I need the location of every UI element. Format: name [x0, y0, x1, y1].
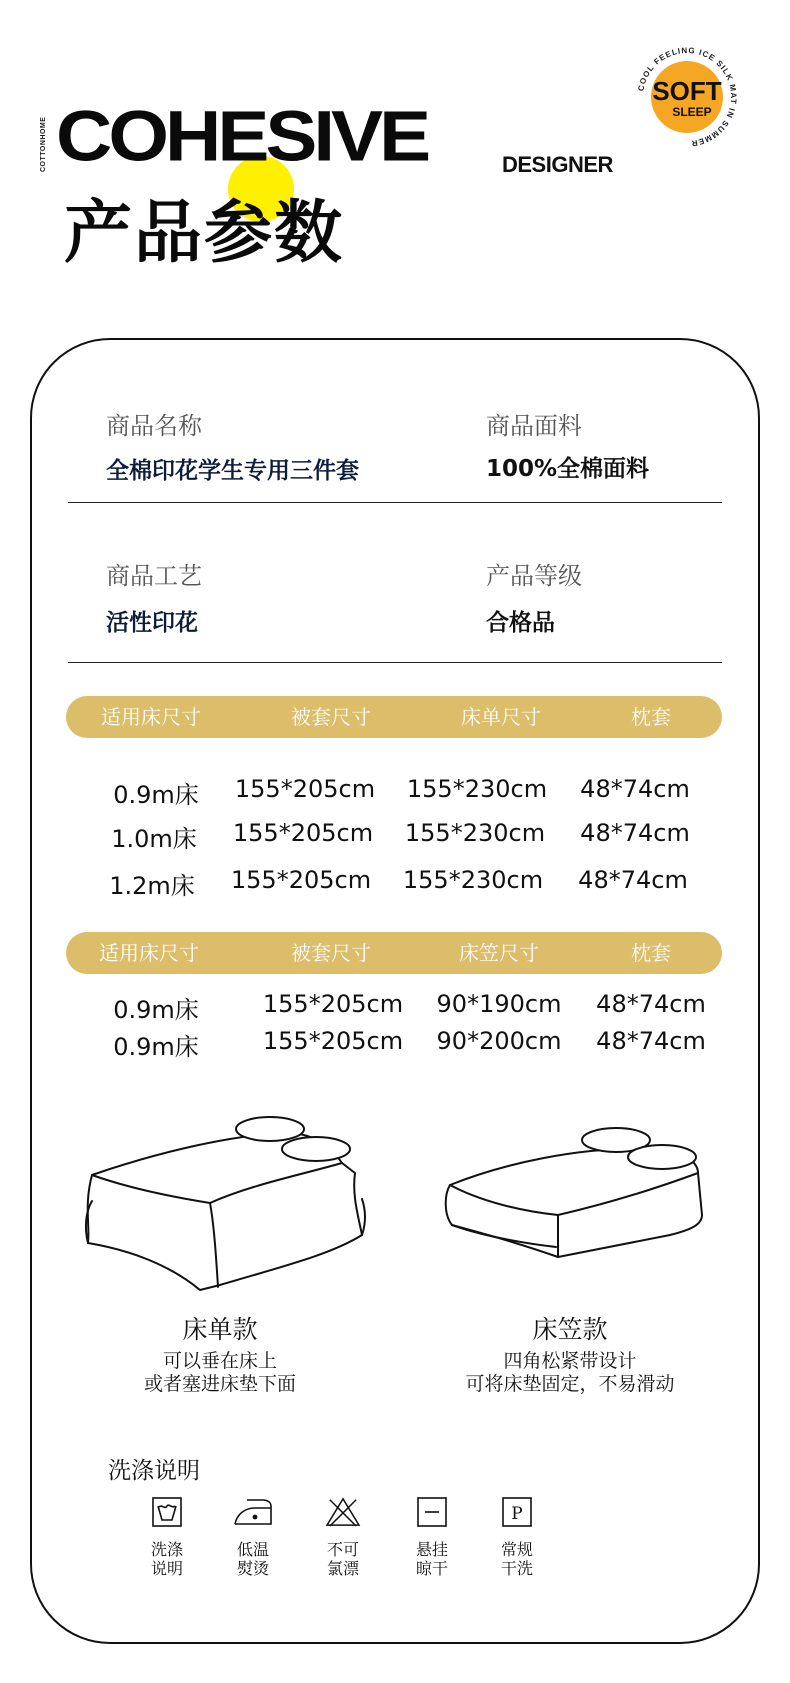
- param-value-grade: 合格品: [486, 610, 555, 636]
- param-label-fabric: 商品面料: [486, 412, 582, 440]
- table1-cell: 155*205cm: [234, 775, 376, 803]
- wash-label: 常规 干洗: [500, 1540, 533, 1578]
- fitted-style-title: 床笠款: [532, 1315, 608, 1344]
- wash-item: [223, 1496, 283, 1578]
- table2-cell: 48*74cm: [596, 990, 706, 1018]
- iron-low-icon: [231, 1496, 275, 1528]
- dry-clean-icon: [499, 1496, 535, 1528]
- hand-wash-icon: [149, 1496, 185, 1528]
- table1-cell: 0.9m床: [113, 781, 199, 809]
- dry-clean-glyph: P: [511, 1504, 523, 1524]
- soft-sleep-badge-icon: [632, 42, 742, 152]
- table2-header: [66, 932, 722, 974]
- table1-cell: 1.0m床: [111, 825, 197, 853]
- sheet-style-desc-line: 或者塞进床垫下面: [143, 1373, 296, 1395]
- sheet-style-desc: [90, 1350, 350, 1396]
- param-label-craft: 商品工艺: [106, 562, 202, 590]
- badge-ring-text: COOL FEELING ICE SILK MAT IN SUMMER: [636, 45, 739, 148]
- table2-header-cell: 被套尺寸: [291, 941, 371, 965]
- fitted-sheet-bed-icon: [440, 1115, 710, 1265]
- param-value-name: 全棉印花学生专用三件套: [106, 458, 359, 484]
- table2-cell: 0.9m床: [113, 1033, 199, 1061]
- table2-cell: 155*205cm: [262, 1027, 404, 1055]
- table1-cell: 155*230cm: [406, 775, 548, 803]
- table1-cell: 48*74cm: [580, 819, 690, 847]
- table1-cell: 1.2m床: [109, 872, 195, 900]
- table1-header-cell: 枕套: [631, 705, 671, 729]
- wash-label: 洗涤 说明: [150, 1540, 183, 1578]
- table2-header-cell: 枕套: [631, 941, 671, 965]
- brand-subtitle: DESIGNER: [502, 152, 613, 177]
- table1-cell: 155*230cm: [402, 866, 544, 894]
- table1-cell: 155*205cm: [232, 819, 374, 847]
- hang-dry-icon: [414, 1496, 450, 1528]
- table2-cell: 155*205cm: [262, 990, 404, 1018]
- wash-title: 洗涤说明: [108, 1458, 200, 1484]
- sheet-style-title: 床单款: [182, 1315, 258, 1344]
- table1-cell: 48*74cm: [578, 866, 688, 894]
- table2-header-cell: 床笠尺寸: [459, 941, 539, 965]
- no-bleach-icon: [323, 1496, 363, 1528]
- page-title: 产品参数: [64, 194, 345, 273]
- fitted-style-desc-line: 四角松紧带设计: [503, 1350, 637, 1372]
- side-brand-text: COTTONHOME: [40, 116, 47, 172]
- table1-cell: 155*205cm: [230, 866, 372, 894]
- sheet-style-desc-line: 可以垂在床上: [162, 1350, 277, 1372]
- table1-header-cell: 适用床尺寸: [101, 705, 201, 729]
- param-label-name: 商品名称: [106, 412, 202, 440]
- wash-item: [402, 1496, 462, 1578]
- wash-item: [137, 1496, 197, 1578]
- divider: [68, 662, 722, 663]
- table2-cell: 48*74cm: [596, 1027, 706, 1055]
- badge-sub-text: SLEEP: [672, 105, 712, 119]
- fitted-style-desc: [430, 1350, 710, 1396]
- table2-cell: 90*190cm: [436, 990, 562, 1018]
- wash-label: 低温 熨烫: [236, 1540, 269, 1578]
- wash-label: 悬挂 晾干: [415, 1540, 448, 1578]
- table1-header-cell: 被套尺寸: [291, 705, 371, 729]
- table2-header-cell: 适用床尺寸: [99, 941, 199, 965]
- wash-item: [487, 1496, 547, 1578]
- table2-cell: 90*200cm: [436, 1027, 562, 1055]
- param-label-grade: 产品等级: [486, 562, 582, 590]
- table1-header: [66, 696, 722, 738]
- wash-item: [313, 1496, 373, 1578]
- divider: [68, 502, 722, 503]
- brand-title: COHESIVE: [56, 95, 428, 177]
- param-value-fabric: 100%全棉面料: [486, 456, 650, 482]
- table1-cell: 155*230cm: [404, 819, 546, 847]
- wash-label: 不可 氯漂: [326, 1540, 359, 1578]
- flat-sheet-bed-icon: [80, 1115, 370, 1295]
- table2-cell: 0.9m床: [113, 996, 199, 1024]
- badge-main-text: SOFT: [652, 76, 722, 106]
- table1-cell: 48*74cm: [580, 775, 690, 803]
- table1-header-cell: 床单尺寸: [461, 705, 541, 729]
- param-value-craft: 活性印花: [106, 610, 198, 636]
- fitted-style-desc-line: 可将床垫固定，不易滑动: [465, 1373, 675, 1395]
